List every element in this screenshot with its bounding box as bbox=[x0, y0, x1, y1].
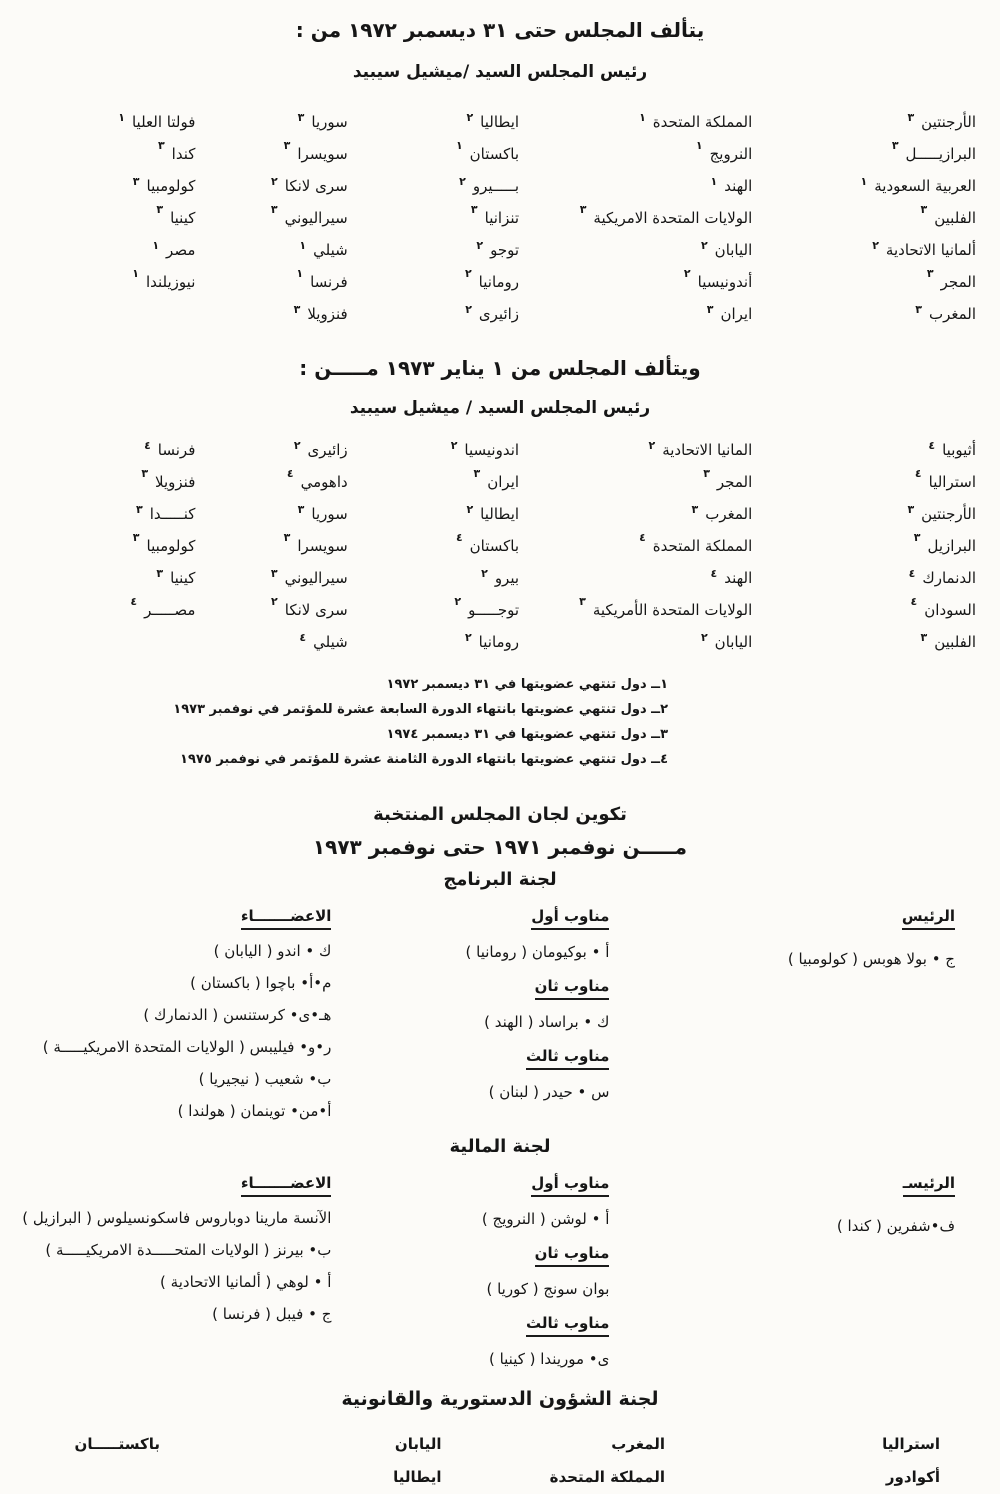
footnote-line: ٢ــ دول تنتهي عضويتها بانتهاء الدورة السابعة عشرة للمؤتمر في نوفمبر ١٩٧٣ bbox=[173, 702, 668, 717]
country-item: زائيرى$^٢$ bbox=[465, 303, 520, 323]
country-column-2 bbox=[519, 104, 752, 328]
membership-note-number: ١ bbox=[695, 139, 703, 152]
member-name: ك • اندو ( اليابان ) bbox=[213, 942, 332, 960]
committees-header-line1: تكوين لجان المجلس المنتخبة bbox=[373, 804, 627, 825]
country-item: الهند$^١$ bbox=[710, 175, 753, 195]
country-item: رومانيا$^٢$ bbox=[464, 267, 520, 291]
council-1973-chairman: رئيس المجلس السيد / ميشيل سيبيد bbox=[349, 398, 651, 418]
membership-note-number: ٢ bbox=[476, 239, 484, 252]
country-item: المملكة المتحدة$^١$ bbox=[639, 111, 753, 131]
membership-note-number: ٢ bbox=[454, 595, 462, 608]
country-item: البرازيل$^٣$ bbox=[913, 531, 976, 555]
membership-note-number: ٣ bbox=[907, 111, 915, 124]
country-item: كينيا$^٣$ bbox=[156, 567, 196, 587]
membership-note-number: ٤ bbox=[299, 631, 307, 644]
membership-note-number: ٣ bbox=[132, 531, 140, 544]
country-column-4 bbox=[195, 104, 347, 328]
membership-note-number: ٣ bbox=[926, 267, 934, 280]
membership-note-number: ٣ bbox=[297, 503, 305, 516]
membership-note-number: ٢ bbox=[466, 503, 474, 516]
country-item: كنـــــدا$^٣$ bbox=[135, 503, 196, 523]
country-item: الفلبين$^٣$ bbox=[920, 203, 976, 227]
country-item: فرنسا$^١$ bbox=[296, 267, 348, 291]
country-item: باكستان$^٤$ bbox=[455, 531, 520, 555]
alternate-rank-label: مناوب ثالث bbox=[526, 1047, 609, 1070]
country-item: اندونيسيا$^٢$ bbox=[450, 439, 520, 459]
council-1972-title: يتألف المجلس حتى ٣١ ديسمبر ١٩٧٢ من : bbox=[295, 18, 705, 42]
membership-note-number: ٣ bbox=[157, 139, 165, 152]
country-column-2 bbox=[519, 432, 752, 656]
footnote-line: ٤ــ دول تنتهي عضويتها بانتهاء الدورة الثامنة عشرة للمؤتمر في نوفمبر ١٩٧٥ bbox=[180, 752, 668, 767]
membership-note-number: ٢ bbox=[872, 239, 879, 252]
country-item: ألمانيا الاتحادية$^٢$ bbox=[872, 239, 976, 259]
legal-committee-member-list bbox=[25, 1428, 975, 1494]
country-item: الهند$^٤$ bbox=[710, 567, 753, 587]
alternate-rank-label: مناوب ثان bbox=[535, 1244, 610, 1267]
finance-members-label: الاعضـــــــاء bbox=[241, 1174, 332, 1197]
program-alternates-column bbox=[346, 906, 634, 1122]
alternate-rank-label: مناوب ثان bbox=[535, 977, 610, 1000]
alternate-name: ى• موريندا ( كينيا ) bbox=[488, 1350, 610, 1368]
membership-note-number: ٤ bbox=[130, 595, 138, 608]
member-name: ب• شعيب ( نيجيريا ) bbox=[198, 1070, 332, 1088]
country-item: الفلبين$^٣$ bbox=[920, 631, 976, 651]
membership-note-number: ١ bbox=[860, 175, 868, 188]
membership-note-number: ١ bbox=[639, 111, 646, 124]
country-item: سيراليوني$^٣$ bbox=[270, 203, 348, 227]
country-item: أثيوبيا$^٤$ bbox=[928, 439, 976, 459]
finance-chairman-label: الرئيسـ bbox=[903, 1174, 955, 1197]
country-item: استراليا$^٤$ bbox=[914, 467, 976, 491]
membership-note-number: ٣ bbox=[706, 303, 714, 316]
member-name: ج • فيبل ( فرنسا ) bbox=[212, 1305, 332, 1323]
membership-note-number: ٢ bbox=[271, 595, 278, 608]
membership-note-number: ٢ bbox=[465, 303, 472, 316]
program-chairman-column bbox=[634, 906, 980, 1122]
membership-note-number: ٢ bbox=[271, 175, 278, 188]
membership-note-number: ٣ bbox=[141, 467, 149, 480]
member-name: أ • لوهي ( ألمانيا الاتحادية ) bbox=[160, 1273, 332, 1291]
country-item: مصر$^١$ bbox=[152, 239, 196, 259]
membership-note-number: ٢ bbox=[459, 175, 466, 188]
country-item: المجر$^٣$ bbox=[926, 267, 976, 291]
finance-committee-title: لجنة المالية bbox=[449, 1136, 551, 1157]
country-item: سويسرا$^٣$ bbox=[283, 531, 348, 555]
membership-note-number: ١ bbox=[455, 139, 463, 152]
country-item: سرى لانكا$^٢$ bbox=[271, 595, 348, 619]
country-item: مصـــــر$^٤$ bbox=[130, 595, 196, 619]
member-name: ر•و• فيليبس ( الولايات المتحدة الامريكيـــــة ) bbox=[42, 1038, 332, 1056]
country-item: فنزويلا$^٣$ bbox=[293, 303, 348, 323]
legal-committee-title: لجنة الشؤون الدستورية والقانونية bbox=[341, 1388, 659, 1410]
footnote-line: ١ــ دول تنتهي عضويتها في ٣١ ديسمبر ١٩٧٢ bbox=[386, 677, 668, 692]
country-item: اليابان$^٢$ bbox=[700, 239, 753, 259]
country-item: كولومبيا$^٣$ bbox=[132, 175, 196, 195]
membership-note-number: ٤ bbox=[914, 467, 922, 480]
program-chairman-name: ج • بولا هوبس ( كولومبيا ) bbox=[787, 950, 955, 968]
membership-note-number: ٣ bbox=[283, 531, 291, 544]
country-item: الدنمارك$^٤$ bbox=[908, 567, 976, 587]
country-column-1 bbox=[752, 104, 976, 328]
program-committee bbox=[20, 906, 980, 1122]
membership-note-number: ٣ bbox=[920, 203, 928, 216]
alternate-name: أ • لوشن ( النرويج ) bbox=[481, 1210, 610, 1228]
finance-chairman-name: ف•شفرين ( كندا ) bbox=[836, 1217, 955, 1235]
membership-note-number: ٢ bbox=[466, 111, 474, 124]
membership-note-number: ١ bbox=[710, 175, 718, 188]
country-item: سوريا$^٣$ bbox=[297, 111, 348, 131]
membership-note-number: ٣ bbox=[473, 467, 481, 480]
country-item: العربية السعودية$^١$ bbox=[860, 175, 976, 195]
alternate-rank-label: مناوب ثالث bbox=[526, 1314, 609, 1337]
country-item: المانيا الاتحادية$^٢$ bbox=[648, 439, 753, 459]
membership-note-number: ٤ bbox=[144, 439, 151, 452]
country-item: النرويج$^١$ bbox=[695, 139, 753, 163]
alternate-rank-label: مناوب أول bbox=[531, 1174, 609, 1197]
member-name: ب• بيرنز ( الولايات المتحـــــدة الامريكيـــــة ) bbox=[45, 1241, 332, 1259]
membership-note-number: ١ bbox=[132, 267, 139, 280]
membership-note-number: ٢ bbox=[450, 439, 458, 452]
country-item: توجـــــو$^٢$ bbox=[454, 595, 520, 619]
country-name: ايطاليا bbox=[393, 1468, 442, 1486]
membership-note-number: ٣ bbox=[907, 503, 915, 516]
program-committee-title: لجنة البرنامج bbox=[443, 869, 557, 890]
membership-note-number: ٢ bbox=[481, 567, 488, 580]
membership-note-number: ١ bbox=[299, 239, 307, 252]
country-item: أندونيسيا$^٢$ bbox=[683, 267, 753, 291]
country-column-5 bbox=[24, 104, 195, 328]
membership-note-number: ٣ bbox=[270, 567, 278, 580]
membership-note-number: ٢ bbox=[464, 631, 472, 644]
country-item: ايران$^٣$ bbox=[706, 303, 753, 323]
membership-note-number: ٣ bbox=[132, 175, 140, 188]
country-item: اليابان$^٢$ bbox=[700, 631, 753, 651]
country-item: الأرجنتين$^٣$ bbox=[907, 111, 976, 131]
country-item: الولايات المتحدة الأمريكية$^٣$ bbox=[579, 595, 753, 619]
country-item: زائيرى$^٢$ bbox=[293, 439, 348, 459]
membership-footnotes bbox=[0, 672, 668, 772]
country-column-3 bbox=[348, 432, 519, 656]
legal-country-column-3 bbox=[215, 1428, 472, 1494]
alternate-name: بوان سونج ( كوريا ) bbox=[486, 1280, 610, 1298]
country-item: باكستان$^١$ bbox=[455, 139, 520, 163]
member-name: م•أ• باچوا ( باكستان ) bbox=[190, 974, 332, 992]
membership-note-number: ٤ bbox=[928, 439, 936, 452]
country-column-4 bbox=[195, 432, 347, 656]
membership-note-number: ٢ bbox=[648, 439, 656, 452]
membership-note-number: ٤ bbox=[286, 467, 294, 480]
member-name: الآنسة مارينا دوباروس فاسكونسيلوس ( البرازيل ) bbox=[22, 1209, 332, 1227]
country-item: نيوزيلندا$^١$ bbox=[132, 267, 196, 291]
country-item: بيرو$^٢$ bbox=[481, 567, 520, 587]
committees-header-line2: مـــــن نوفمبر ١٩٧١ حتى نوفمبر ١٩٧٣ bbox=[312, 835, 688, 859]
country-column-3 bbox=[348, 104, 519, 328]
membership-note-number: ٤ bbox=[910, 595, 918, 608]
membership-note-number: ٤ bbox=[710, 567, 718, 580]
membership-note-number: ٢ bbox=[700, 239, 708, 252]
membership-note-number: ٣ bbox=[470, 203, 478, 216]
finance-members-list bbox=[20, 1208, 331, 1325]
membership-note-number: ٤ bbox=[455, 531, 463, 544]
country-item: الأرجنتين$^٣$ bbox=[907, 503, 976, 523]
country-item: ايطاليا$^٢$ bbox=[466, 111, 520, 131]
country-item: المغرب$^٣$ bbox=[915, 303, 976, 323]
council-1973-title: ويتألف المجلس من ١ يناير ١٩٧٣ مـــــن : bbox=[299, 356, 701, 380]
membership-note-number: ١ bbox=[152, 239, 160, 252]
finance-committee bbox=[20, 1173, 980, 1370]
country-item: رومانيا$^٢$ bbox=[464, 631, 520, 651]
membership-note-number: ٤ bbox=[908, 567, 916, 580]
membership-note-number: ٣ bbox=[135, 503, 143, 516]
program-chairman-label: الرئيس bbox=[902, 907, 955, 930]
country-name: اليابان bbox=[394, 1435, 442, 1453]
country-item: كولومبيا$^٣$ bbox=[132, 531, 196, 555]
legal-country-column-4 bbox=[25, 1428, 215, 1494]
country-item: سويسرا$^٣$ bbox=[283, 139, 348, 163]
country-item: فنزويلا$^٣$ bbox=[141, 467, 196, 491]
program-members-list bbox=[20, 941, 331, 1122]
country-column-1 bbox=[752, 432, 976, 656]
country-name: استراليا bbox=[882, 1435, 940, 1453]
country-item: المغرب$^٣$ bbox=[691, 503, 753, 523]
committees-header bbox=[0, 804, 1000, 890]
membership-note-number: ٣ bbox=[270, 203, 278, 216]
member-name: هـ•ى• كرستنسن ( الدنمارك ) bbox=[143, 1006, 332, 1024]
country-item: سيراليوني$^٣$ bbox=[270, 567, 348, 587]
country-item: شيلي$^١$ bbox=[299, 239, 348, 259]
country-item: البرازيـــــل$^٣$ bbox=[891, 139, 976, 163]
country-item: كندا$^٣$ bbox=[157, 139, 196, 163]
country-item: فرنسا$^٤$ bbox=[144, 439, 196, 459]
membership-note-number: ٣ bbox=[691, 503, 699, 516]
membership-note-number: ٣ bbox=[703, 467, 710, 480]
finance-alternates-column bbox=[346, 1173, 634, 1370]
country-item: توجو$^٢$ bbox=[476, 239, 520, 259]
finance-members-column bbox=[20, 1173, 346, 1370]
country-name: أكوادور bbox=[885, 1468, 940, 1486]
membership-note-number: ٣ bbox=[913, 531, 921, 544]
membership-note-number: ٢ bbox=[683, 267, 691, 280]
finance-chairman-column bbox=[634, 1173, 980, 1370]
country-item: شيلي$^٤$ bbox=[299, 631, 348, 651]
country-item: المجر$^٣$ bbox=[703, 467, 753, 491]
council-1972-member-list bbox=[24, 104, 976, 328]
membership-note-number: ٣ bbox=[579, 203, 587, 216]
country-item: داهومي$^٤$ bbox=[286, 467, 348, 491]
program-members-column bbox=[20, 906, 346, 1122]
country-item: سوريا$^٣$ bbox=[297, 503, 348, 523]
legal-country-column-1 bbox=[690, 1428, 975, 1494]
membership-note-number: ١ bbox=[118, 111, 125, 124]
council-1973-member-list bbox=[24, 432, 976, 656]
membership-note-number: ٢ bbox=[293, 439, 301, 452]
alternate-name: س • حيدر ( لبنان ) bbox=[488, 1083, 610, 1101]
membership-note-number: ٣ bbox=[156, 203, 164, 216]
membership-note-number: ٣ bbox=[156, 567, 164, 580]
country-item: السودان$^٤$ bbox=[910, 595, 976, 619]
membership-note-number: ٣ bbox=[293, 303, 301, 316]
membership-note-number: ٢ bbox=[464, 267, 472, 280]
country-item: فولتا العليا$^١$ bbox=[118, 111, 196, 131]
member-name: أ•من• توينمان ( هولندا ) bbox=[177, 1102, 332, 1120]
country-name: باكستـــــان bbox=[74, 1435, 160, 1453]
country-item: ايطاليا$^٢$ bbox=[466, 503, 520, 523]
council-1972-chairman: رئيس المجلس السيد /ميشيل سيبيد bbox=[352, 62, 648, 82]
country-item: ايران$^٣$ bbox=[473, 467, 520, 491]
alternate-rank-label: مناوب أول bbox=[531, 907, 609, 930]
country-item: تنزانيا$^٣$ bbox=[470, 203, 520, 227]
membership-note-number: ٣ bbox=[891, 139, 899, 152]
membership-note-number: ٣ bbox=[915, 303, 922, 316]
membership-note-number: ٣ bbox=[579, 595, 586, 608]
alternate-name: ك • براساد ( الهند ) bbox=[484, 1013, 610, 1031]
country-item: المملكة المتحدة$^٤$ bbox=[639, 531, 753, 555]
country-name: المغرب bbox=[611, 1435, 665, 1453]
membership-note-number: ٢ bbox=[700, 631, 708, 644]
country-name: المملكة المتحدة bbox=[549, 1468, 665, 1486]
country-item: سرى لانكا$^٢$ bbox=[271, 175, 348, 195]
membership-note-number: ٤ bbox=[639, 531, 646, 544]
country-item: كينيا$^٣$ bbox=[156, 203, 196, 227]
membership-note-number: ٣ bbox=[920, 631, 928, 644]
country-item: الولايات المتحدة الامريكية$^٣$ bbox=[579, 203, 753, 227]
membership-note-number: ٣ bbox=[297, 111, 305, 124]
membership-note-number: ٣ bbox=[283, 139, 291, 152]
alternate-name: أ • بوكيومان ( رومانيا ) bbox=[465, 943, 610, 961]
legal-country-column-2 bbox=[472, 1428, 691, 1494]
program-members-label: الاعضـــــــاء bbox=[241, 907, 332, 930]
footnote-line: ٣ــ دول تنتهي عضويتها في ٣١ ديسمبر ١٩٧٤ bbox=[386, 727, 668, 742]
membership-note-number: ١ bbox=[296, 267, 304, 280]
country-column-5 bbox=[24, 432, 195, 656]
country-item: بـــــيرو$^٢$ bbox=[459, 175, 520, 195]
